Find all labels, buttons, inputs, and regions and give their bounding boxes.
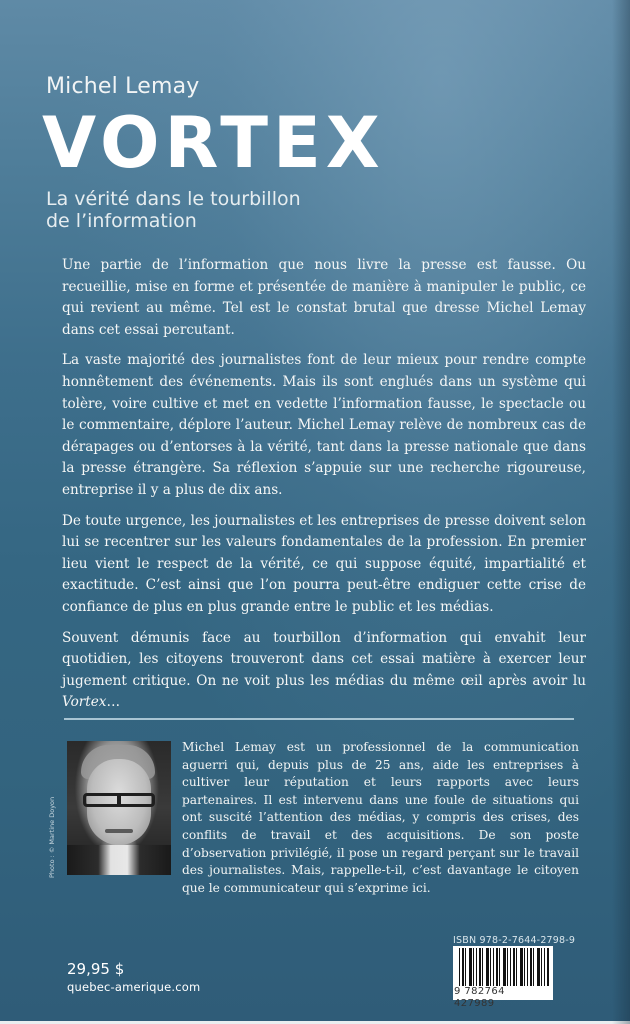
barcode-bars — [459, 948, 549, 986]
blurb-book-title-italic: Vortex — [62, 694, 107, 711]
author-photo — [67, 741, 171, 875]
blurb-text — [62, 255, 586, 723]
blurb-paragraph-3: De toute urgence, les journalistes et les entreprises de presse doivent selon lui se recentrer sur les valeurs fondamentales de la profession. En premier lieu vient le respect de la vérité, ce qui suppose équité, impartialité et exactitude. C’est ainsi que l’on pourra peut-être endiguer cette crise de confiance de plus en plus grande entre le public et les médias. — [62, 512, 586, 615]
blurb-paragraph-4-start: Souvent démunis face au tourbillon d’information qui envahit leur quotidien, les citoyens trouveront dans cet essai matière à exercer leur jugement critique. On ne voit plus les médias du même œil après avoir lu — [62, 629, 586, 689]
price: 29,95 $ — [67, 960, 125, 978]
photo-glasses-shape — [83, 793, 155, 807]
barcode-digits: 9 782764 427989 — [454, 986, 505, 1009]
subtitle-line-1: La vérité dans le tourbillon — [46, 188, 301, 210]
photo-credit: Photo : © Martine Doyon — [48, 796, 56, 878]
blurb-paragraph-4-end: … — [106, 694, 121, 711]
isbn-barcode — [453, 946, 553, 1009]
subtitle-line-2: de l’information — [46, 210, 197, 232]
book-subtitle — [46, 188, 301, 232]
blurb-paragraph-4 — [62, 628, 586, 714]
blurb-paragraph-1: Une partie de l’information que nous livre la presse est fausse. Ou recueillie, mise en forme et présentée de manière à manipuler le public, ce qui revient au même. Tel est le constat brutal que dresse Michel Lemay dans cet essai percutant. — [62, 257, 586, 338]
book-title: VORTEX — [42, 102, 385, 184]
isbn-label: ISBN 978-2-7644-2798-9 — [453, 935, 576, 946]
blurb-paragraph-2: La vaste majorité des journalistes font de leur mieux pour rendre compte honnêtement des événements. Mais ils sont englués dans un système qui tolère, voire cultive et met en vedette l’information fausse, le spectacle ou le commentaire, déplore l’auteur. Michel Lemay relève de nombreux cas de dérapages ou d’entorses à la vérité, tant dans la presse nationale que dans la presse étrangère. Sa réflexion s’appuie sur une recherche rigoureuse, entreprise il y a plus de dix ans. — [62, 352, 586, 498]
photo-mouth-shape — [105, 829, 133, 833]
author-bio: Michel Lemay est un professionnel de la communication aguerri qui, depuis plus de 25 ans, aide les entreprises à cultiver leur réputation et leurs rapports avec leurs partenaires. Il est intervenu dans une foule de situations qui ont suscité l’attention des médias, y compris des crises, des conflits de travail et des acquisitions. De son poste d’observation privilégié, il pose un regard perçant sur le travail des journalistes. Mais, rappelle-t-il, c’est davantage le citoyen que le communicateur qui s’exprime ici. — [182, 740, 579, 895]
section-divider — [64, 718, 574, 720]
publisher-website: quebec-amerique.com — [67, 980, 201, 994]
author-name: Michel Lemay — [46, 74, 200, 99]
photo-jacket-shape — [67, 845, 171, 875]
